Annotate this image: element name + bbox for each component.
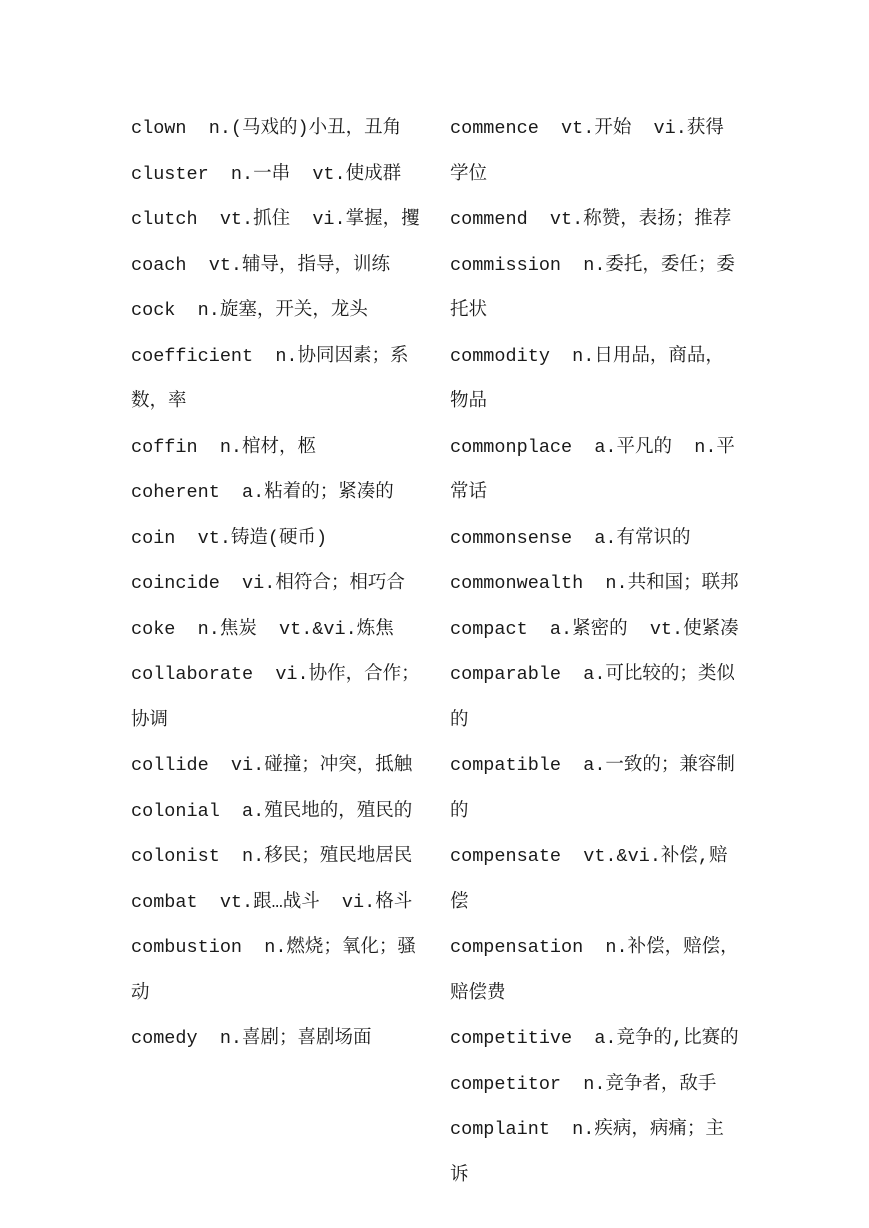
vocabulary-entry: compatible a.一致的；兼容制的 (450, 755, 735, 822)
vocabulary-entry: coefficient n.协同因素；系数，率 (131, 345, 409, 412)
vocabulary-entry: coke n.焦炭 vt.&vi.炼焦 (131, 618, 394, 640)
vocabulary-entry: clown n.(马戏的)小丑，丑角 (131, 118, 402, 139)
vocabulary-entry: combat vt.跟…战斗 vi.格斗 (131, 891, 413, 913)
vocabulary-entry: commodity n.日用品，商品，物品 (450, 345, 724, 412)
vocabulary-entry: commence vt.开始 vi.获得学位 (450, 118, 724, 185)
vocabulary-column-left (131, 106, 421, 1062)
vocabulary-entry: compact a.紧密的 vt.使紧凑 (450, 618, 739, 640)
vocabulary-entry: coffin n.棺材，柩 (131, 436, 317, 458)
vocabulary-entry: commonwealth n.共和国；联邦 (450, 573, 739, 594)
vocabulary-entry: coherent a.粘着的；紧凑的 (131, 482, 394, 503)
vocabulary-entry: colonist n.移民；殖民地居民 (131, 846, 413, 867)
vocabulary-entry: complaint n.疾病，病痛；主诉 (450, 1119, 724, 1186)
vocabulary-entry: cluster n.一串 vt.使成群 (131, 163, 402, 185)
vocabulary-entry: commission n.委托，委任；委托状 (450, 254, 735, 321)
vocabulary-entry: cock n.旋塞，开关，龙头 (131, 300, 368, 321)
vocabulary-entry: colonial a.殖民地的，殖民的 (131, 800, 413, 822)
vocabulary-entry: compensation n.补偿，赔偿，赔偿费 (450, 937, 739, 1004)
vocabulary-entry: competitor n.竞争者，敌手 (450, 1073, 717, 1095)
vocabulary-entry: clutch vt.抓住 vi.掌握，攫 (131, 209, 420, 230)
vocabulary-entry: competitive a.竞争的,比赛的 (450, 1028, 739, 1049)
vocabulary-entry: coach vt.辅导，指导，训练 (131, 254, 391, 276)
vocabulary-entry: collide vi.碰撞；冲突，抵触 (131, 755, 413, 776)
vocabulary-entry: coin vt.铸造(硬币) (131, 527, 328, 549)
vocabulary-entry: commonsense a.有常识的 (450, 527, 691, 549)
vocabulary-entry: compensate vt.&vi.补偿,赔偿 (450, 846, 728, 913)
vocabulary-entry: commonplace a.平凡的 n.平常话 (450, 436, 735, 503)
vocabulary-entry: comparable a.可比较的；类似的 (450, 664, 735, 731)
vocabulary-entry: coincide vi.相符合；相巧合 (131, 573, 405, 594)
vocabulary-column-right (450, 106, 742, 1198)
vocabulary-entry: collaborate vi.协作，合作；协调 (131, 664, 420, 731)
vocabulary-entry: combustion n.燃烧；氧化；骚动 (131, 937, 416, 1004)
vocabulary-entry: comedy n.喜剧；喜剧场面 (131, 1028, 372, 1049)
vocabulary-entry: commend vt.称赞，表扬；推荐 (450, 209, 732, 230)
